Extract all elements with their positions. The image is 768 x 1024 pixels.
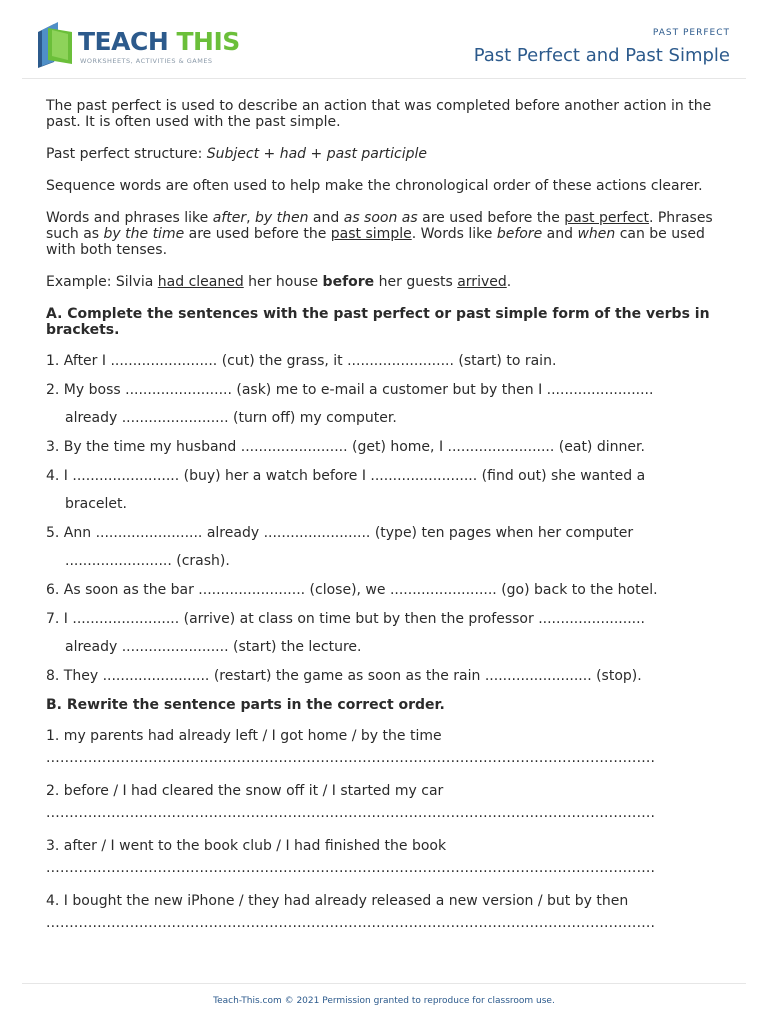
exercise-a-item: 7. I ........................ (arrive) at class on time but by then the professor ........................ already ........................ (start) the lecture. — [46, 611, 645, 655]
section-a-title: A. Complete the sentences with the past perfect or past simple form of the verbs in brackets. — [46, 306, 710, 338]
intro-paragraph-1: The past perfect is used to describe an action that was completed before another action in the past. It is often used with the past simple. — [46, 98, 712, 130]
answer-line: ................................................................................................................................... — [46, 805, 656, 821]
exercise-b-item — [46, 838, 722, 893]
scrambled-sentence: 2. before / I had cleared the snow off it / I started my car — [46, 783, 444, 799]
scrambled-sentence: 1. my parents had already left / I got home / by the time — [46, 728, 442, 744]
intro-paragraph-3: Sequence words are often used to help make the chronological order of these actions clearer. — [46, 178, 703, 194]
logo-tagline: WORKSHEETS, ACTIVITIES & GAMES — [80, 57, 213, 65]
exercise-a-item: 1. After I ........................ (cut) the grass, it ........................ (start) to rain. — [46, 353, 557, 369]
teach-this-logo — [36, 22, 240, 70]
book-logo-icon — [36, 22, 76, 68]
copyright-notice: Teach-This.com © 2021 Permission granted to reproduce for classroom use. — [213, 996, 555, 1006]
exercise-b-item — [46, 728, 722, 783]
exercise-b-item — [46, 893, 722, 948]
worksheet-content — [46, 98, 722, 948]
exercise-a-item: 8. They ........................ (restart) the game as soon as the rain ........................ (stop). — [46, 668, 642, 684]
intro-paragraph-2: Past perfect structure: Subject + had + past participle — [46, 146, 427, 162]
section-b-list — [46, 728, 722, 948]
logo-wordmark: TEACH THIS — [78, 27, 240, 56]
exercise-b-item — [46, 783, 722, 838]
topic-kicker: PAST PERFECT — [652, 28, 730, 38]
exercise-a-item: 5. Ann ........................ already ........................ (type) ten pages when her computer ........................ (crash). — [46, 525, 634, 569]
answer-line: ................................................................................................................................... — [46, 750, 656, 766]
scrambled-sentence: 3. after / I went to the book club / I had finished the book — [46, 838, 447, 854]
answer-line: ................................................................................................................................... — [46, 915, 656, 931]
exercise-a-item: 6. As soon as the bar ........................ (close), we ........................ (go) back to the hotel. — [46, 582, 658, 598]
page-header — [22, 0, 746, 79]
section-a-list — [46, 353, 722, 684]
exercise-a-item: 2. My boss ........................ (ask) me to e-mail a customer but by then I ........................ already ........................ (turn off) my computer. — [46, 382, 654, 426]
exercise-a-item: 4. I ........................ (buy) her a watch before I ........................ (find out) she wanted a bracelet. — [46, 468, 646, 512]
intro-paragraph-4: Words and phrases like after, by then and as soon as are used before the past perfect. Phrases such as by the time are used before the past simple. Words like before and when can be used with both tenses. — [46, 210, 713, 258]
structure-formula: Subject + had + past participle — [206, 146, 427, 162]
page-footer — [22, 983, 746, 1006]
example-sentence: Example: Silvia had cleaned her house before her guests arrived. — [46, 274, 512, 290]
answer-line: ................................................................................................................................... — [46, 860, 656, 876]
scrambled-sentence: 4. I bought the new iPhone / they had already released a new version / but by then — [46, 893, 629, 909]
section-b-title: B. Rewrite the sentence parts in the correct order. — [46, 697, 445, 713]
page-title: Past Perfect and Past Simple — [473, 45, 730, 66]
exercise-a-item: 3. By the time my husband ........................ (get) home, I ........................ (eat) dinner. — [46, 439, 645, 455]
